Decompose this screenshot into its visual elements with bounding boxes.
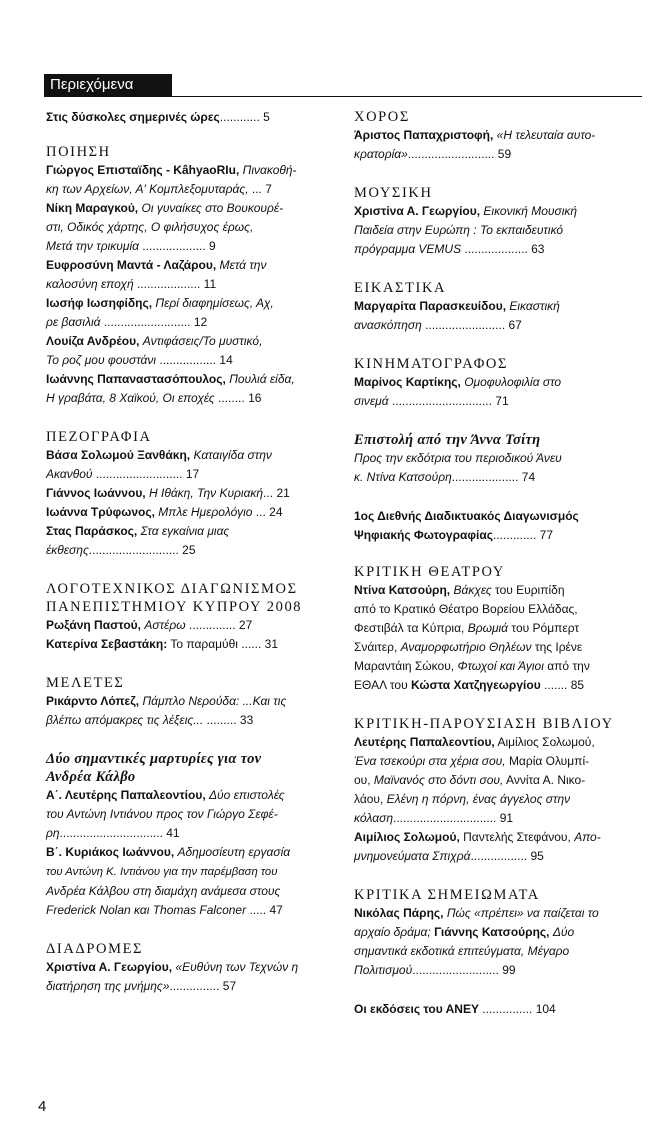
section-heading-contest-2: ΠΑΝΕΠΙΣΤΗΜΙΟΥ ΚΥΠΡΟΥ 2008 [46, 599, 303, 615]
section-heading-book-review: ΚΡΙΤΙΚΗ-ΠΑΡΟΥΣΙΑΣΗ ΒΙΒΛΙΟΥ [354, 716, 614, 732]
section-heading-routes: ΔΙΑΔΡΟΜΕΣ [46, 941, 144, 957]
section-heading-poetry: ΠΟΙΗΣΗ [46, 144, 111, 160]
toc-entry[interactable]: Ντίνα Κατσούρη, Βάκχες του Ευριπίδη από το Κρατικό Θέατρο Βορείου Ελλάδας, Φεστιβάλ τα Κύπρια, Βρωμιά του Ρόμπερτ Σνάιτερ, Αναμορφωτήριο Θηλέων της Ιρένε Μαραντάιη Σώκου, Φτωχοί και Άγιοι από την ΕΘΑΛ του Κώστα Χατζηγεωργίου ....... 85 [354, 583, 590, 692]
toc-entry-editions[interactable]: Οι εκδόσεις του ΑΝΕΥ ............... 104 [354, 1002, 556, 1016]
section-heading-cinema: ΚΙΝΗΜΑΤΟΓΡΑΦΟΣ [354, 356, 508, 372]
page-number: 4 [38, 1098, 47, 1115]
toc-entry[interactable]: Χριστίνα Α. Γεωργίου, Εικονική Μουσική Παιδεία στην Ευρώπη : Το εκπαιδευτικό πρόγραμμα VEMUS ................... 63 [354, 204, 578, 256]
section-heading-studies: ΜΕΛΕΤΕΣ [46, 675, 125, 691]
toc-entry[interactable]: Λευτέρης Παπαλεοντίου, Αιμίλιος Σολωμού, Ένα τσεκούρι στα χέρια σου, Μαρία Ολυμπί- ου, Μαϊνανός στο δόντι σου, Αννίτα Α. Νικο- λάου, Ελένη η πόρνη, ένας άγγελος στην κόλαση............................... 91 [354, 735, 595, 825]
toc-entry-intro[interactable]: Στις δύσκολες σημερινές ώρες............ 5 [46, 110, 270, 124]
toc-entry-photo-contest[interactable]: 1ος Διεθνής Διαδικτυακός Διαγωνισμός Ψηφιακής Φωτογραφίας............. 77 [354, 509, 579, 542]
contents-header [44, 74, 642, 97]
section-heading-critical-notes: ΚΡΙΤΙΚΑ ΣΗΜΕΙΩΜΑΤΑ [354, 887, 540, 903]
toc-entry[interactable]: Ιωάννα Τρύφωνος, Μπλε Ημερολόγιο ... 24 [46, 505, 283, 519]
toc-entry[interactable]: Ευφροσύνη Μαντά - Λαζάρου, Μετά την καλοσύνη εποχή ................... 11 [46, 258, 267, 291]
toc-entry[interactable]: Προς την εκδότρια του περιοδικού Άνευ κ. Ντίνα Κατσούρη.................... 74 [354, 451, 562, 484]
section-heading-theatre: ΚΡΙΤΙΚΗ ΘΕΑΤΡΟΥ [354, 564, 505, 580]
toc-entry[interactable]: Λουίζα Ανδρέου, Αντιφάσεις/Το μυστικό, Το ροζ μου φουστάνι ................. 14 [46, 334, 263, 367]
section-heading-testimonies: Δύο σημαντικές μαρτυρίες για τον [46, 751, 262, 767]
toc-entry[interactable]: Στας Παράσκος, Στα εγκαίνια μιας έκθεσης........................... 25 [46, 524, 230, 557]
section-heading-prose: ΠΕΖΟΓΡΑΦΙΑ [46, 429, 152, 445]
toc-entry[interactable]: Ιωάννης Παπαναστασόπουλος, Πουλιά είδα, Η γραβάτα, 8 Χαϊκού, Οι εποχές ........ 16 [46, 372, 295, 405]
section-heading-letter: Επιστολή από την Άννα Τσίτη [354, 432, 541, 448]
section-heading-dance: ΧΟΡΟΣ [354, 109, 410, 125]
toc-entry[interactable]: Βάσα Σολωμού Ξανθάκη, Καταιγίδα στην Ακανθού .......................... 17 [46, 448, 272, 481]
toc-entry[interactable]: Νίκη Μαραγκού, Οι γυναίκες στο Βουκουρέ- στι, Οδικός χάρτης, Ο φιλήσυχος έρως, Μετά την τρικυμία ................... 9 [46, 201, 284, 253]
toc-entry[interactable]: Γιώργος Επισταϊδης - KâhyaoRIu, Πινακοθή- κη των Αρχείων, Α' Κομπλεξομυταράς, ... 7 [46, 163, 297, 196]
toc-entry[interactable]: Ιωσήφ Ιωσηφίδης, Περί διαφημίσεως, Αχ, ρε βασιλιά .......................... 12 [46, 296, 274, 329]
toc-entry[interactable]: Γιάννος Ιωάννου, Η Ιθάκη, Την Κυριακή... 21 [46, 486, 290, 500]
toc-entry[interactable]: Μαρίνος Καρτίκης, Ομοφυλοφιλία στο σινεμά .............................. 71 [354, 375, 562, 408]
page-ref: 5 [263, 110, 270, 124]
toc-entry[interactable]: Αιμίλιος Σολωμού, Παντελής Στεφάνου, Απο- μνημονεύματα Σπιχρά................. 95 [354, 830, 601, 863]
section-heading-music: ΜΟΥΣΙΚΗ [354, 185, 433, 201]
toc-entry[interactable]: Νικόλας Πάρης, Πώς «πρέπει» να παίζεται το αρχαίο δράμα; Γιάννης Κατσούρης, Δύο σημαντικά εκδοτικά επιτεύγματα, Μέγαρο Πολιτισμού.......................... 99 [354, 906, 599, 977]
toc-entry[interactable]: Β΄. Κυριάκος Ιωάννου, Αδημοσίευτη εργασία του Αντώνη Κ. Ιντιάνου για την παρέμβαση του Ανδρέα Κάλβου στη διαμάχη ανάμεσα στους Frederick Nolan και Thomas Falconer ..... 47 [46, 845, 291, 917]
toc-entry[interactable]: Κατερίνα Σεβαστάκη: Το παραμύθι ...... 31 [46, 637, 279, 651]
toc-entry[interactable]: Χριστίνα Α. Γεωργίου, «Ευθύνη των Τεχνών η διατήρηση της μνήμης»............... 57 [46, 960, 299, 993]
section-heading-testimonies-2: Ανδρέα Κάλβο [46, 769, 136, 785]
toc-entry[interactable]: Α΄. Λευτέρης Παπαλεοντίου, Δύο επιστολές του Αντώνη Ιντιάνου προς τον Γιώργο Σεφέ- ρη............................... 41 [46, 788, 285, 840]
toc-entry[interactable]: Ρικάρντο Λόπεζ, Πάμπλο Νερούδα: ...Και τις βλέπω απόμακρες τις λέξεις... ......... 33 [46, 694, 287, 727]
right-column [354, 108, 626, 1019]
section-heading-contest: ΛΟΓΟΤΕΧΝΙΚΟΣ ΔΙΑΓΩΝΙΣΜΟΣ [46, 581, 298, 597]
contents-title: Περιεχόμενα [44, 74, 172, 96]
toc-entry[interactable]: Μαργαρίτα Παρασκευίδου, Εικαστική ανασκόπηση ........................ 67 [354, 299, 560, 332]
left-column [46, 108, 328, 996]
section-heading-visual: ΕΙΚΑΣΤΙΚΑ [354, 280, 447, 296]
toc-entry[interactable]: Ρωξάνη Παστού, Αστέρω .............. 27 [46, 618, 253, 632]
toc-entry[interactable]: Άριστος Παπαχριστοφή, «Η τελευταία αυτο- κρατορία».......................... 59 [354, 128, 596, 161]
